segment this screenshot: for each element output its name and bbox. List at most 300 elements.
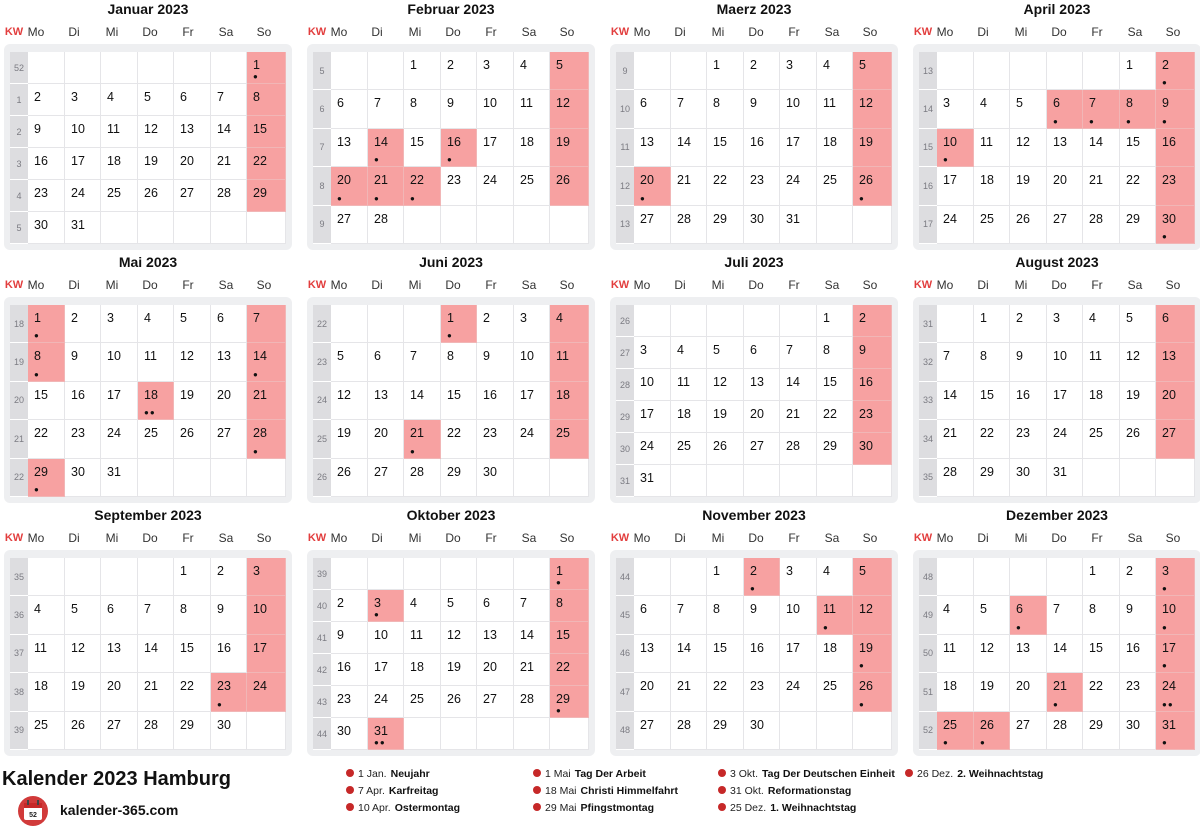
day-number: 26 — [859, 679, 873, 694]
day-cell — [1156, 596, 1195, 634]
day-number: 2 — [71, 311, 78, 325]
day-cell — [101, 635, 138, 673]
day-number: 29 — [713, 211, 727, 226]
empty-cell — [138, 212, 174, 244]
holiday-marker-icon: ● — [34, 484, 40, 494]
day-number: 20 — [180, 154, 194, 168]
day-number: 6 — [1053, 96, 1060, 111]
day-number: 16 — [483, 387, 497, 402]
day-cell — [974, 459, 1010, 497]
week-number: 1 — [10, 84, 28, 116]
logo-number: 52 — [29, 812, 37, 819]
day-number: 24 — [786, 679, 800, 694]
day-number: 10 — [943, 134, 957, 149]
legend-item — [718, 766, 895, 783]
calendar-logo-icon — [16, 796, 50, 826]
day-number: 19 — [859, 134, 873, 149]
day-number: 3 — [786, 58, 793, 72]
day-number: 8 — [713, 602, 720, 617]
day-number: 6 — [1016, 602, 1023, 617]
day-number: 20 — [1053, 173, 1067, 188]
day-cell — [671, 369, 707, 401]
day-cell — [101, 420, 138, 458]
day-number: 19 — [447, 660, 461, 674]
day-cell — [514, 167, 550, 205]
weekday-label: Di — [371, 25, 383, 39]
empty-cell — [101, 212, 138, 244]
kw-label: KW — [4, 279, 24, 291]
weekday-label: So — [256, 278, 272, 292]
day-number: 15 — [34, 387, 48, 402]
month-11 — [606, 506, 902, 759]
day-cell — [707, 635, 744, 673]
day-cell — [138, 635, 174, 673]
day-cell — [550, 420, 589, 458]
week-number: 4 — [10, 180, 28, 212]
week-number: 28 — [616, 369, 634, 401]
weekday-label: Fr — [1091, 278, 1103, 292]
day-cell — [331, 90, 368, 128]
day-cell — [1120, 558, 1156, 596]
day-cell — [514, 343, 550, 381]
day-cell — [441, 654, 477, 686]
day-cell — [101, 382, 138, 420]
day-grid — [10, 558, 286, 750]
day-cell — [1120, 673, 1156, 711]
day-number: 10 — [71, 122, 85, 136]
day-number: 15 — [253, 122, 267, 136]
day-cell — [65, 712, 101, 750]
day-number: 25 — [980, 211, 994, 226]
day-number: 26 — [980, 717, 994, 732]
day-number: 8 — [713, 96, 720, 111]
month-5 — [0, 253, 296, 506]
day-number: 30 — [337, 724, 351, 738]
day-cell — [550, 558, 589, 590]
day-cell — [477, 420, 514, 458]
holiday-marker-icon: ●● — [144, 408, 156, 418]
day-cell — [1120, 343, 1156, 381]
day-number: 6 — [483, 596, 490, 610]
day-number: 17 — [640, 407, 654, 421]
day-cell — [853, 90, 892, 128]
week-number: 14 — [919, 90, 937, 128]
month-title: September 2023 — [94, 507, 202, 523]
day-cell — [671, 401, 707, 433]
week-number: 5 — [10, 212, 28, 244]
empty-cell — [853, 465, 892, 497]
day-number: 7 — [943, 349, 950, 364]
day-number: 23 — [337, 692, 351, 706]
day-number: 14 — [677, 640, 691, 655]
legend-holiday-name: Reformationstag — [767, 785, 852, 797]
day-number: 18 — [556, 387, 570, 402]
weekday-header — [303, 22, 599, 42]
weekday-label: Di — [977, 25, 989, 39]
day-number: 24 — [640, 439, 654, 453]
day-cell — [514, 686, 550, 718]
day-cell — [634, 712, 671, 750]
weekday-label: Mo — [936, 278, 954, 292]
brand-link[interactable]: kalender-365.com — [60, 802, 179, 818]
day-number: 5 — [144, 90, 151, 104]
day-cell — [1120, 167, 1156, 205]
day-number: 1 — [253, 58, 260, 72]
day-number: 31 — [640, 471, 654, 485]
day-grid — [616, 52, 892, 244]
holiday-marker-icon: ● — [447, 155, 453, 165]
day-number: 14 — [217, 122, 231, 136]
empty-cell — [477, 558, 514, 590]
day-cell — [937, 712, 974, 750]
day-cell — [937, 129, 974, 167]
day-number: 8 — [180, 602, 187, 617]
day-number: 21 — [1053, 679, 1067, 694]
weekday-label: Mi — [408, 278, 422, 292]
day-number: 19 — [71, 679, 85, 694]
day-cell — [441, 167, 477, 205]
empty-cell — [1047, 558, 1083, 596]
day-cell — [138, 148, 174, 180]
legend-holiday-name: Pfingstmontag — [580, 802, 655, 814]
day-number: 7 — [1089, 96, 1096, 111]
empty-cell — [707, 465, 744, 497]
day-number: 13 — [337, 134, 351, 149]
weekday-label: Sa — [824, 278, 840, 292]
day-cell — [211, 305, 247, 343]
day-cell — [28, 116, 65, 148]
day-number: 8 — [823, 343, 830, 357]
day-cell — [1047, 459, 1083, 497]
day-cell — [1083, 206, 1120, 244]
weekday-label: Di — [68, 531, 80, 545]
weekday-label: Do — [748, 278, 764, 292]
day-cell — [1156, 90, 1195, 128]
empty-cell — [174, 459, 211, 497]
day-cell — [853, 305, 892, 337]
day-cell — [441, 343, 477, 381]
day-number: 30 — [34, 218, 48, 232]
week-number: 44 — [313, 718, 331, 750]
day-cell — [550, 382, 589, 420]
day-cell — [101, 459, 138, 497]
day-cell — [101, 116, 138, 148]
day-cell — [28, 420, 65, 458]
day-number: 6 — [374, 349, 381, 364]
day-cell — [817, 337, 853, 369]
day-number: 22 — [1126, 173, 1140, 188]
week-number: 16 — [919, 167, 937, 205]
day-cell — [211, 116, 247, 148]
day-cell — [368, 90, 404, 128]
empty-cell — [101, 558, 138, 596]
day-number: 18 — [34, 679, 48, 694]
day-number: 12 — [859, 602, 873, 617]
day-number: 28 — [1053, 717, 1067, 732]
day-number: 28 — [217, 186, 231, 200]
day-cell — [331, 654, 368, 686]
day-number: 24 — [71, 186, 85, 200]
day-cell — [744, 635, 780, 673]
day-number: 17 — [253, 640, 267, 655]
day-cell — [477, 129, 514, 167]
day-number: 29 — [34, 464, 48, 479]
week-number: 32 — [919, 343, 937, 381]
day-cell — [634, 673, 671, 711]
week-number: 50 — [919, 635, 937, 673]
empty-cell — [404, 206, 441, 244]
day-cell — [634, 337, 671, 369]
weekday-label: Fr — [485, 531, 497, 545]
day-number: 8 — [1126, 96, 1133, 111]
day-number: 2 — [750, 58, 757, 72]
day-cell — [707, 167, 744, 205]
kw-label: KW — [307, 26, 327, 38]
day-cell — [671, 206, 707, 244]
empty-cell — [1120, 459, 1156, 497]
day-cell — [1047, 420, 1083, 458]
week-number: 41 — [313, 622, 331, 654]
empty-cell — [247, 712, 286, 750]
weekday-label: So — [1165, 25, 1181, 39]
day-cell — [331, 167, 368, 205]
day-number: 12 — [713, 375, 727, 389]
day-number: 8 — [980, 349, 987, 364]
day-number: 28 — [374, 211, 388, 226]
day-cell — [853, 635, 892, 673]
holiday-marker-icon: ● — [1162, 78, 1168, 88]
weekday-label: So — [256, 531, 272, 545]
day-number: 10 — [1053, 349, 1067, 364]
weekday-label: Do — [748, 25, 764, 39]
day-cell — [514, 420, 550, 458]
day-cell — [671, 129, 707, 167]
day-cell — [211, 558, 247, 596]
day-cell — [65, 635, 101, 673]
day-cell — [671, 673, 707, 711]
day-number: 26 — [447, 692, 461, 706]
week-number: 22 — [313, 305, 331, 343]
day-cell — [671, 596, 707, 634]
legend-date: 29 Mai — [545, 802, 577, 814]
day-cell — [174, 343, 211, 381]
day-cell — [404, 129, 441, 167]
day-number: 28 — [677, 211, 691, 226]
day-cell — [780, 52, 817, 90]
day-cell — [28, 148, 65, 180]
day-cell — [937, 343, 974, 381]
day-number: 21 — [786, 407, 800, 421]
legend-column — [905, 766, 1043, 783]
day-number: 4 — [943, 602, 950, 617]
day-cell — [441, 590, 477, 622]
day-cell — [404, 686, 441, 718]
day-number: 11 — [107, 122, 120, 136]
day-number: 8 — [447, 349, 454, 364]
day-cell — [634, 433, 671, 465]
holiday-marker-icon: ● — [217, 699, 223, 709]
day-cell — [174, 116, 211, 148]
day-cell — [1120, 52, 1156, 90]
day-number: 18 — [520, 134, 534, 149]
empty-cell — [817, 712, 853, 750]
day-number: 11 — [823, 602, 836, 617]
day-cell — [634, 635, 671, 673]
day-number: 6 — [217, 311, 224, 325]
day-cell — [1010, 712, 1047, 750]
day-cell — [1083, 558, 1120, 596]
day-number: 5 — [1016, 96, 1023, 111]
day-number: 13 — [1016, 640, 1030, 655]
week-number: 48 — [919, 558, 937, 596]
day-number: 22 — [447, 426, 461, 441]
day-cell — [817, 673, 853, 711]
week-number: 17 — [919, 206, 937, 244]
weekday-label: Sa — [824, 25, 840, 39]
day-cell — [817, 433, 853, 465]
day-number: 23 — [1016, 426, 1030, 441]
empty-cell — [441, 206, 477, 244]
day-cell — [780, 596, 817, 634]
day-cell — [707, 337, 744, 369]
day-number: 12 — [556, 96, 570, 111]
day-number: 4 — [410, 596, 417, 610]
day-cell — [28, 459, 65, 497]
day-number: 3 — [483, 58, 490, 72]
day-cell — [1047, 206, 1083, 244]
day-number: 9 — [483, 349, 490, 364]
holiday-marker-icon: ● — [1162, 661, 1168, 671]
week-number: 39 — [313, 558, 331, 590]
legend-date: 18 Mai — [545, 785, 577, 797]
day-number: 23 — [750, 679, 764, 694]
day-number: 18 — [823, 640, 837, 655]
day-number: 9 — [859, 343, 866, 357]
kw-label: KW — [610, 26, 630, 38]
day-number: 12 — [144, 122, 158, 136]
day-cell — [550, 590, 589, 622]
week-number: 34 — [919, 420, 937, 458]
weekday-label: Fr — [1091, 531, 1103, 545]
week-number: 13 — [616, 206, 634, 244]
legend-date: 1 Jan. — [358, 768, 387, 780]
day-cell — [1047, 712, 1083, 750]
day-cell — [441, 686, 477, 718]
day-number: 20 — [1162, 387, 1176, 402]
day-cell — [174, 712, 211, 750]
day-number: 15 — [713, 134, 727, 149]
weekday-header — [303, 275, 599, 295]
week-number: 25 — [313, 420, 331, 458]
day-number: 25 — [823, 679, 837, 694]
day-number: 30 — [750, 211, 764, 226]
day-cell — [744, 712, 780, 750]
day-number: 31 — [107, 464, 121, 479]
day-cell — [368, 459, 404, 497]
day-grid — [919, 305, 1195, 497]
day-cell — [1083, 596, 1120, 634]
empty-cell — [211, 212, 247, 244]
day-cell — [974, 382, 1010, 420]
day-number: 23 — [71, 426, 85, 441]
holiday-marker-icon: ● — [1162, 116, 1168, 126]
legend-holiday-name: Ostermontag — [394, 802, 461, 814]
day-number: 27 — [1016, 717, 1030, 732]
day-number: 16 — [750, 640, 764, 655]
day-number: 23 — [217, 679, 231, 694]
day-number: 25 — [410, 692, 424, 706]
day-number: 31 — [374, 724, 388, 738]
week-number: 35 — [919, 459, 937, 497]
weekday-label: Mo — [936, 531, 954, 545]
day-number: 29 — [980, 464, 994, 479]
weekday-label: Di — [674, 531, 686, 545]
day-cell — [634, 167, 671, 205]
week-number: 35 — [10, 558, 28, 596]
day-number: 17 — [1162, 640, 1176, 655]
legend-date: 3 Okt. — [730, 768, 759, 780]
day-cell — [247, 635, 286, 673]
week-number: 9 — [616, 52, 634, 90]
weekday-label: Sa — [521, 25, 537, 39]
day-cell — [853, 167, 892, 205]
day-number: 26 — [144, 186, 158, 200]
day-number: 10 — [253, 602, 267, 617]
weekday-label: Do — [1051, 531, 1067, 545]
day-number: 28 — [253, 426, 267, 441]
day-number: 22 — [713, 679, 727, 694]
day-number: 3 — [640, 343, 647, 357]
holiday-marker-icon: ● — [1162, 622, 1168, 632]
month-title: Dezember 2023 — [1006, 507, 1108, 523]
day-number: 4 — [677, 343, 684, 357]
empty-cell — [937, 305, 974, 343]
day-cell — [331, 129, 368, 167]
week-number: 6 — [313, 90, 331, 128]
legend-date: 31 Okt. — [730, 785, 764, 797]
day-number: 15 — [713, 640, 727, 655]
holiday-marker-icon: ● — [374, 610, 380, 619]
day-number: 2 — [337, 596, 344, 610]
day-cell — [744, 337, 780, 369]
legend-column — [533, 766, 678, 817]
day-grid — [616, 558, 892, 750]
weekday-label: Do — [445, 531, 461, 545]
day-cell — [247, 343, 286, 381]
day-cell — [780, 129, 817, 167]
day-number: 15 — [1126, 134, 1140, 149]
day-cell — [477, 654, 514, 686]
day-cell — [404, 590, 441, 622]
day-cell — [634, 90, 671, 128]
day-number: 17 — [520, 387, 534, 402]
week-number: 11 — [616, 129, 634, 167]
day-number: 8 — [410, 96, 417, 111]
day-cell — [853, 369, 892, 401]
day-number: 7 — [144, 602, 151, 617]
empty-cell — [514, 718, 550, 750]
day-cell — [671, 433, 707, 465]
day-cell — [138, 343, 174, 381]
day-cell — [937, 459, 974, 497]
empty-cell — [1010, 52, 1047, 90]
weekday-header — [303, 528, 599, 548]
day-number: 14 — [374, 134, 388, 149]
day-cell — [101, 305, 138, 343]
day-number: 12 — [1016, 134, 1030, 149]
day-number: 14 — [1053, 640, 1067, 655]
week-number: 36 — [10, 596, 28, 634]
